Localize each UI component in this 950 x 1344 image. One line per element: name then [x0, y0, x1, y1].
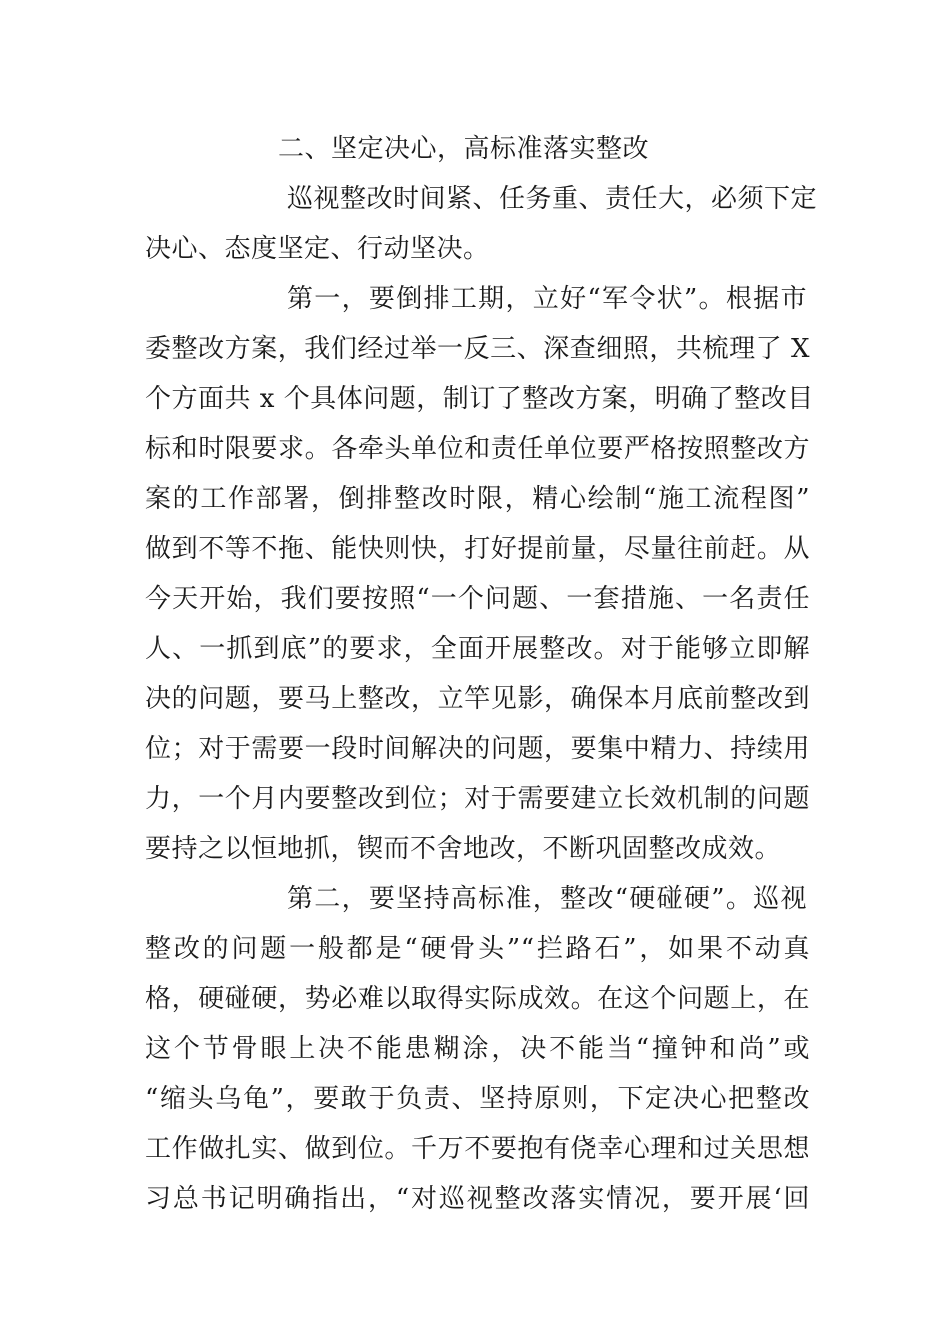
- paragraph-line: 个方面共 x 个具体问题，制订了整改方案，明确了整改目: [145, 384, 814, 414]
- paragraph-line: 第二，要坚持高标准，整改“硬碰硬”。巡视: [287, 884, 807, 914]
- paragraph-line: 整改的问题一般都是“硬骨头”“拦路石”，如果不动真: [145, 934, 810, 964]
- paragraph-line: 工作做扎实、做到位。千万不要抱有侥幸心理和过关思想: [145, 1134, 810, 1164]
- paragraph-line: 要持之以恒地抓，锲而不舍地改，不断巩固整改成效。: [145, 834, 782, 864]
- paragraph-line: 决心、态度坚定、行动坚决。: [145, 234, 490, 264]
- paragraph-line: 力，一个月内要整改到位；对于需要建立长效机制的问题: [145, 784, 810, 814]
- paragraph-line: 标和时限要求。各牵头单位和责任单位要严格按照整改方: [145, 434, 810, 464]
- paragraph-line: 人、一抓到底”的要求，全面开展整改。对于能够立即解: [145, 634, 810, 664]
- paragraph-line: 格，硬碰硬，势必难以取得实际成效。在这个问题上，在: [145, 984, 810, 1014]
- section-heading: 二、坚定决心，高标准落实整改: [278, 134, 650, 164]
- paragraph-line: “缩头乌龟”，要敢于负责、坚持原则，下定决心把整改: [145, 1084, 810, 1114]
- paragraph-line: 案的工作部署，倒排整改时限，精心绘制“施工流程图”: [145, 484, 810, 514]
- paragraph-line: 这个节骨眼上决不能患糊涂，决不能当“撞钟和尚”或: [145, 1034, 810, 1064]
- paragraph-line: 委整改方案，我们经过举一反三、深查细照，共梳理了 X: [145, 334, 810, 364]
- paragraph-line: 习总书记明确指出，“对巡视整改落实情况，要开展‘回: [145, 1184, 810, 1214]
- paragraph-line: 第一，要倒排工期，立好“军令状”。根据市: [287, 284, 807, 314]
- paragraph-line: 今天开始，我们要按照“一个问题、一套措施、一名责任: [145, 584, 810, 614]
- paragraph-line: 巡视整改时间紧、任务重、责任大，必须下定: [287, 184, 818, 214]
- paragraph-line: 决的问题，要马上整改，立竿见影，确保本月底前整改到: [145, 684, 810, 714]
- paragraph-line: 做到不等不拖、能快则快，打好提前量，尽量往前赶。从: [145, 534, 810, 564]
- paragraph-line: 位；对于需要一段时间解决的问题，要集中精力、持续用: [145, 734, 810, 764]
